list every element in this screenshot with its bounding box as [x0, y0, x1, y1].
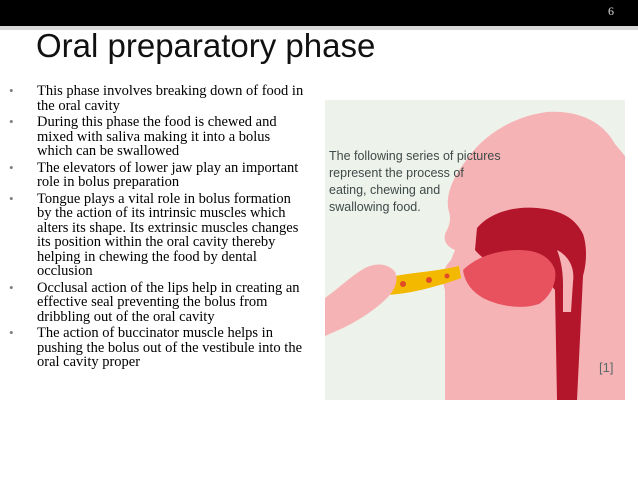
figure-reference: [1] — [599, 360, 614, 375]
bullet-text: The action of buccinator muscle helps in pushing the bolus out of the vestibule into the oral cavity proper — [37, 325, 303, 370]
caption-line: represent the process of — [329, 166, 464, 180]
bullet-item — [8, 161, 308, 190]
bullet-text: During this phase the food is chewed and mixed with saliva making it into a bolus which can be swallowed — [37, 114, 277, 159]
bullet-list — [8, 84, 308, 372]
food-dot — [445, 274, 450, 279]
slide-title: Oral preparatory phase — [36, 27, 376, 64]
bullet-icon: • — [9, 325, 14, 340]
bullet-item — [8, 84, 308, 113]
top-bar — [0, 0, 638, 26]
bullet-icon: • — [9, 279, 14, 295]
bullet-icon: • — [9, 190, 14, 206]
caption-line: swallowing food. — [329, 200, 421, 214]
caption-line: The following series of pictures — [329, 149, 501, 163]
bullet-item — [8, 192, 308, 279]
bullet-text: This phase involves breaking down of food in the oral cavity — [37, 83, 304, 114]
bullet-item — [8, 115, 308, 159]
caption-line: eating, chewing and — [329, 183, 441, 197]
bullet-text: Occlusal action of the lips help in creating an effective seal preventing the bolus from dribbling out of the oral cavity — [37, 279, 300, 325]
bullet-icon: • — [9, 159, 14, 175]
slide-number: 6 — [608, 4, 614, 18]
bullet-icon: • — [9, 114, 14, 129]
bullet-item — [8, 281, 308, 325]
illustration-svg — [325, 100, 625, 400]
food-dot — [426, 277, 432, 283]
bullet-item — [8, 326, 308, 370]
bullet-text: The elevators of lower jaw play an important role in bolus preparation — [37, 159, 299, 190]
swallowing-illustration — [325, 100, 625, 400]
food-dot — [400, 281, 406, 287]
bullet-icon: • — [9, 83, 14, 98]
bullet-text: Tongue plays a vital role in bolus formation by the action of its intrinsic muscles which alters its shape. Its extrinsic muscles changes its position within the oral cavity thereby helping in chewing the food by dental occlusion — [37, 190, 299, 279]
